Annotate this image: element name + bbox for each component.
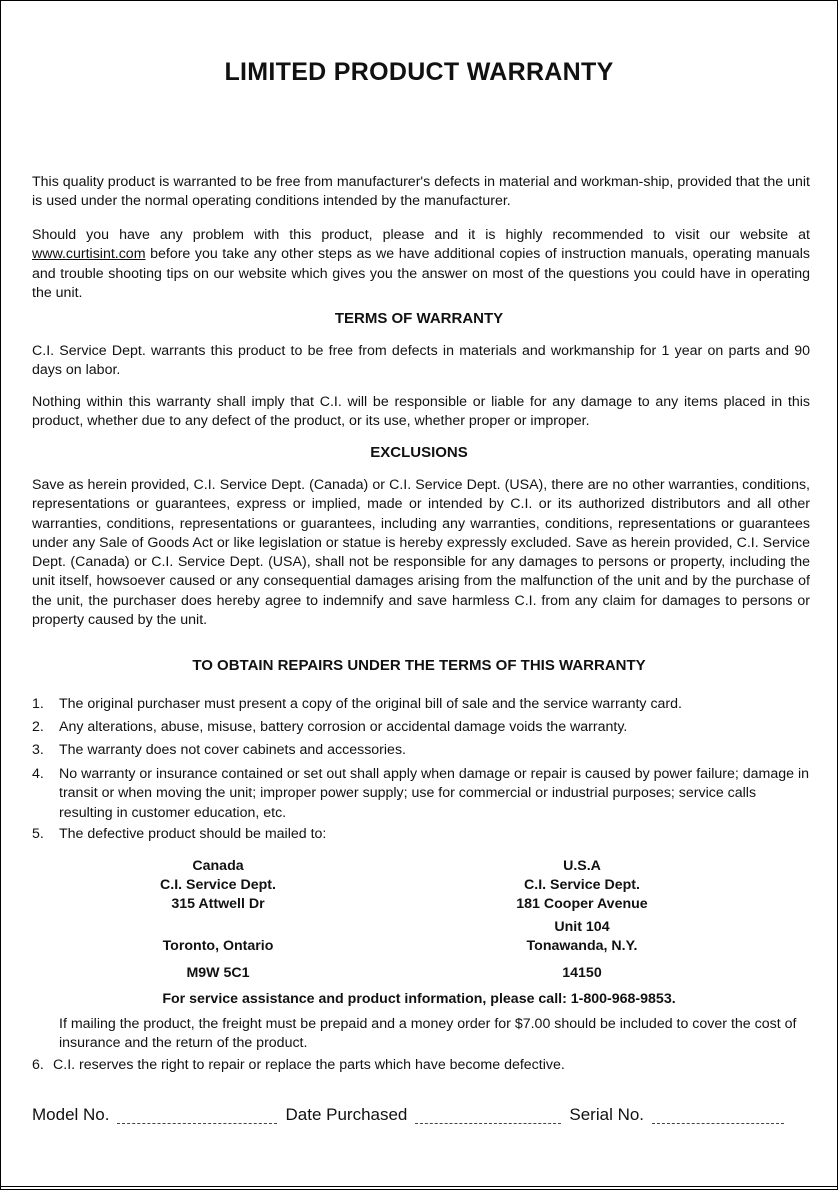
address-city: Tonawanda, N.Y. xyxy=(526,938,638,954)
list-item-number: 2. xyxy=(32,719,44,735)
list-item-text: The defective product should be mailed to: xyxy=(59,826,327,842)
list-item-number: 6. xyxy=(32,1057,44,1073)
address-country: U.S.A xyxy=(563,858,601,874)
list-item-text: The original purchaser must present a copy of the original bill of sale and the service warranty card. xyxy=(59,696,682,712)
address-company: C.I. Service Dept. xyxy=(524,877,640,893)
list-item-number: 4. xyxy=(32,766,44,782)
registration-fields xyxy=(32,1105,810,1125)
intro-paragraph-2-before: Should you have any problem with this product, please and it is highly recommended to visit our website at xyxy=(32,227,810,243)
model-number-label: Model No. xyxy=(32,1105,110,1124)
list-item-text: No warranty or insurance contained or set out shall apply when damage or repair is caused by power failure; damage in transit or when moving the unit; improper power supply; use for commercial or industrial purposes; service calls resulting in customer education, etc. xyxy=(59,766,809,821)
list-item-number: 1. xyxy=(32,696,44,712)
bottom-divider xyxy=(1,1186,837,1187)
canada-address xyxy=(68,857,368,983)
list-item xyxy=(32,695,810,714)
repairs-heading: TO OBTAIN REPAIRS UNDER THE TERMS OF THIS WARRANTY xyxy=(192,657,646,674)
address-postal: 14150 xyxy=(562,965,602,981)
list-item xyxy=(32,1056,810,1075)
list-item xyxy=(32,825,810,844)
address-company: C.I. Service Dept. xyxy=(160,877,276,893)
intro-paragraph-2 xyxy=(32,226,810,303)
intro-paragraph-1: This quality product is warranted to be free from manufacturer's defects in material and workman-ship, provided that the unit is used under the normal operating conditions intended by the manufacturer. xyxy=(32,174,810,210)
list-item xyxy=(32,718,810,737)
address-country: Canada xyxy=(192,858,244,874)
exclusions-paragraph: Save as herein provided, C.I. Service Dept. (Canada) or C.I. Service Dept. (USA), there are no other warranties, conditions, representations or guarantees, express or implied, made or intended by C.I. or its authorized distributors and all other warranties, conditions, representations or guarantees, including any warranties, conditions, representations or guarantees under any Sale of Goods Act or like legislation or statue is hereby expressly excluded. Save as herein provided, C.I. Service Dept. (Canada) or C.I. Service Dept. (USA), shall not be responsible for any damages to persons or property, including the unit itself, howsoever caused or any consequential damages arising from the malfunction of the unit and by the purchase of the unit, the purchaser does hereby agree to indemnify and save harmless C.I. from any claim for damages to persons or property caused by the unit. xyxy=(32,477,810,629)
address-street: 181 Cooper Avenue xyxy=(516,896,648,912)
exclusions-heading: EXCLUSIONS xyxy=(370,444,468,461)
list-item-text: C.I. reserves the right to repair or replace the parts which have become defective. xyxy=(53,1057,565,1073)
page-title: LIMITED PRODUCT WARRANTY xyxy=(224,58,614,86)
usa-address xyxy=(432,857,732,983)
address-city: Toronto, Ontario xyxy=(162,938,274,954)
terms-paragraph-1: C.I. Service Dept. warrants this product to be free from defects in materials and workmanship for 1 year on parts and 90 days on labor. xyxy=(32,343,810,379)
website-link[interactable]: www.curtisint.com xyxy=(32,246,146,263)
terms-heading: TERMS OF WARRANTY xyxy=(334,310,504,327)
terms-paragraph-2: Nothing within this warranty shall imply that C.I. will be responsible or liable for any damage to any items placed in this product, whether due to any defect of the product, or its use, whether proper or improper. xyxy=(32,394,810,430)
list-item-text: Any alterations, abuse, misuse, battery corrosion or accidental damage voids the warranty. xyxy=(59,719,628,735)
list-item-number: 5. xyxy=(32,826,44,842)
list-item xyxy=(32,765,810,823)
intro-paragraph-2-after: before you take any other steps as we have additional copies of instruction manuals, operating manuals and trouble shooting tips on our website which gives you the answer on most of the questions you could have in operating the unit. xyxy=(32,246,810,301)
serial-number-field[interactable] xyxy=(652,1122,784,1124)
service-phone-line: For service assistance and product information, please call: 1-800-968-9853. xyxy=(162,991,676,1007)
address-postal: M9W 5C1 xyxy=(186,965,250,981)
mailing-note: If mailing the product, the freight must be prepaid and a money order for $7.00 should be included to cover the cost of insurance and the return of the product. xyxy=(59,1016,797,1052)
address-street: 315 Attwell Dr xyxy=(171,896,265,912)
list-item xyxy=(32,741,810,760)
date-purchased-field[interactable] xyxy=(415,1122,561,1124)
serial-number-label: Serial No. xyxy=(569,1105,645,1124)
date-purchased-label: Date Purchased xyxy=(285,1105,408,1124)
list-item-text: The warranty does not cover cabinets and accessories. xyxy=(59,742,406,758)
model-number-field[interactable] xyxy=(117,1122,277,1124)
address-unit: Unit 104 xyxy=(554,919,610,935)
address-unit xyxy=(68,914,368,937)
list-item-number: 3. xyxy=(32,742,44,758)
